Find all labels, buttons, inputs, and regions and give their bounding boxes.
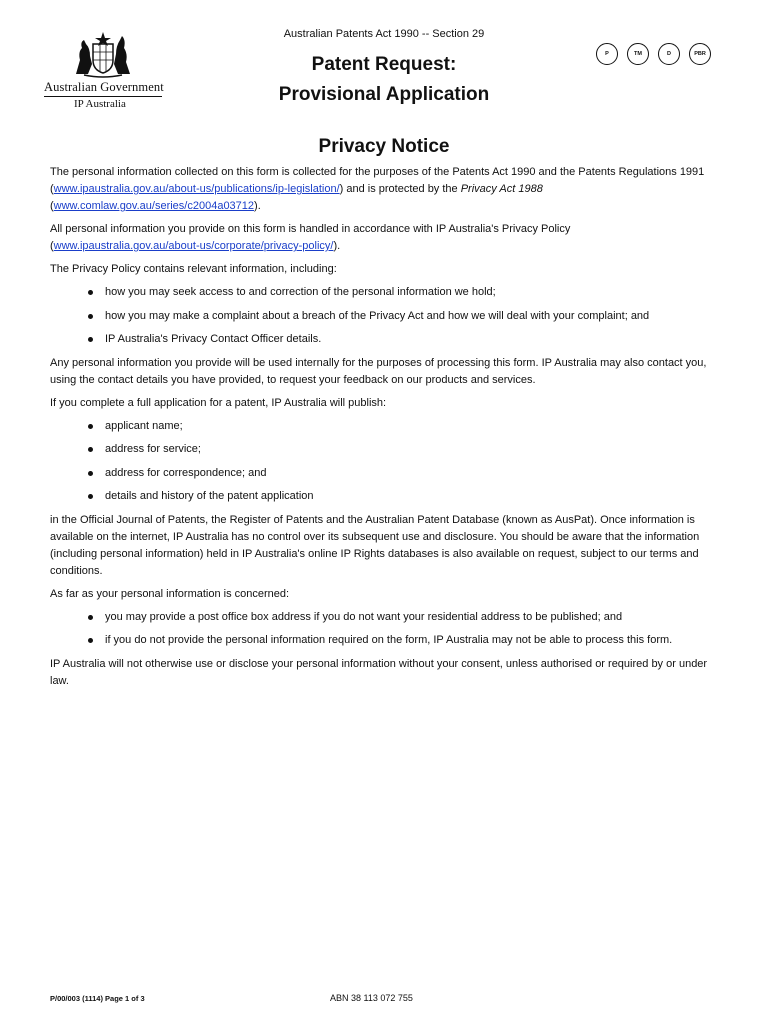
privacy-notice-body	[50, 164, 720, 696]
legislation-link[interactable]: www.ipaustralia.gov.au/about-us/publications/ip-legislation/	[53, 183, 340, 195]
text: All personal information you provide on this form is handled in accordance with IP Australia's Privacy Policy (	[50, 223, 571, 252]
text: ).	[254, 200, 261, 212]
form-reference: P/00/003 (1114) Page 1 of 3	[50, 994, 145, 1003]
badge-trademark: TM	[627, 43, 649, 65]
agency-name: IP Australia	[74, 98, 126, 110]
paragraph-publication: in the Official Journal of Patents, the Register of Patents and the Australian Patent Database (known as AusPat). Once information is available on the internet, IP Australia has no control over its subsequent use and disclosure. You should be aware that the information (including personal information) held in IP Australia's online IP Rights databases is also available on request, subject to our terms and conditions.	[50, 513, 700, 577]
privacy-policy-link[interactable]: www.ipaustralia.gov.au/about-us/corporate/privacy-policy/	[53, 240, 334, 252]
paragraph-concern-intro: As far as your personal information is concerned:	[50, 587, 290, 600]
page-subtitle: Provisional Application	[278, 84, 490, 105]
policy-list	[50, 284, 720, 348]
privacy-notice-heading: Privacy Notice	[318, 136, 450, 157]
list-item: you may provide a post office box address if you do not want your residential address to be published; and	[105, 609, 720, 626]
paragraph-policy-contents: The Privacy Policy contains relevant information, including:	[50, 263, 337, 275]
text: The personal information collected on this form is collected for the purposes of the Patents Act 1990 and the Patents Regulations 1991 (	[50, 166, 705, 195]
list-item: how you may make a complaint about a breach of the Privacy Act and how we will deal with your complaint; and	[105, 308, 720, 325]
badge-pbr: PBR	[689, 43, 711, 65]
paragraph-publish-intro: If you complete a full application for a patent, IP Australia will publish:	[50, 396, 387, 409]
text: ) and is protected by the	[339, 183, 461, 195]
text: ).	[333, 240, 341, 252]
ip-type-badges	[596, 43, 711, 65]
list-item: address for service;	[105, 441, 720, 458]
badge-patent: P	[596, 43, 618, 65]
list-item: address for correspondence; and	[105, 465, 720, 482]
page-title: Patent Request:	[311, 54, 457, 75]
list-item: IP Australia's Privacy Contact Officer details.	[105, 331, 720, 348]
paragraph-policy	[50, 221, 720, 255]
privacy-act-name: Privacy Act 1988	[460, 183, 543, 195]
abn-number: ABN 38 113 072 755	[330, 993, 413, 1003]
badge-design: D	[658, 43, 680, 65]
paragraph-disclosure: IP Australia will not otherwise use or disclose your personal information without your consent, unless authorised or required by or under law.	[50, 657, 708, 687]
comlaw-link[interactable]: www.comlaw.gov.au/series/c2004a03712	[53, 200, 255, 212]
list-item: applicant name;	[105, 418, 720, 435]
list-item: if you do not provide the personal information required on the form, IP Australia may not be able to process this form.	[105, 632, 720, 649]
paragraph-internal-use: Any personal information you provide will be used internally for the purposes of processing this form. IP Australia may also contact you, using the contact details you have provided, to request your feedback on our products and services.	[50, 356, 707, 386]
government-name: Australian Government	[44, 80, 164, 94]
list-item: how you may seek access to and correction of the personal information we hold;	[105, 284, 720, 301]
list-item: details and history of the patent application	[105, 488, 720, 505]
publish-list	[50, 418, 720, 506]
concern-list	[50, 609, 720, 650]
paragraph-purpose	[50, 164, 720, 215]
text: (	[50, 200, 54, 212]
act-reference: Australian Patents Act 1990 -- Section 29	[283, 28, 485, 40]
